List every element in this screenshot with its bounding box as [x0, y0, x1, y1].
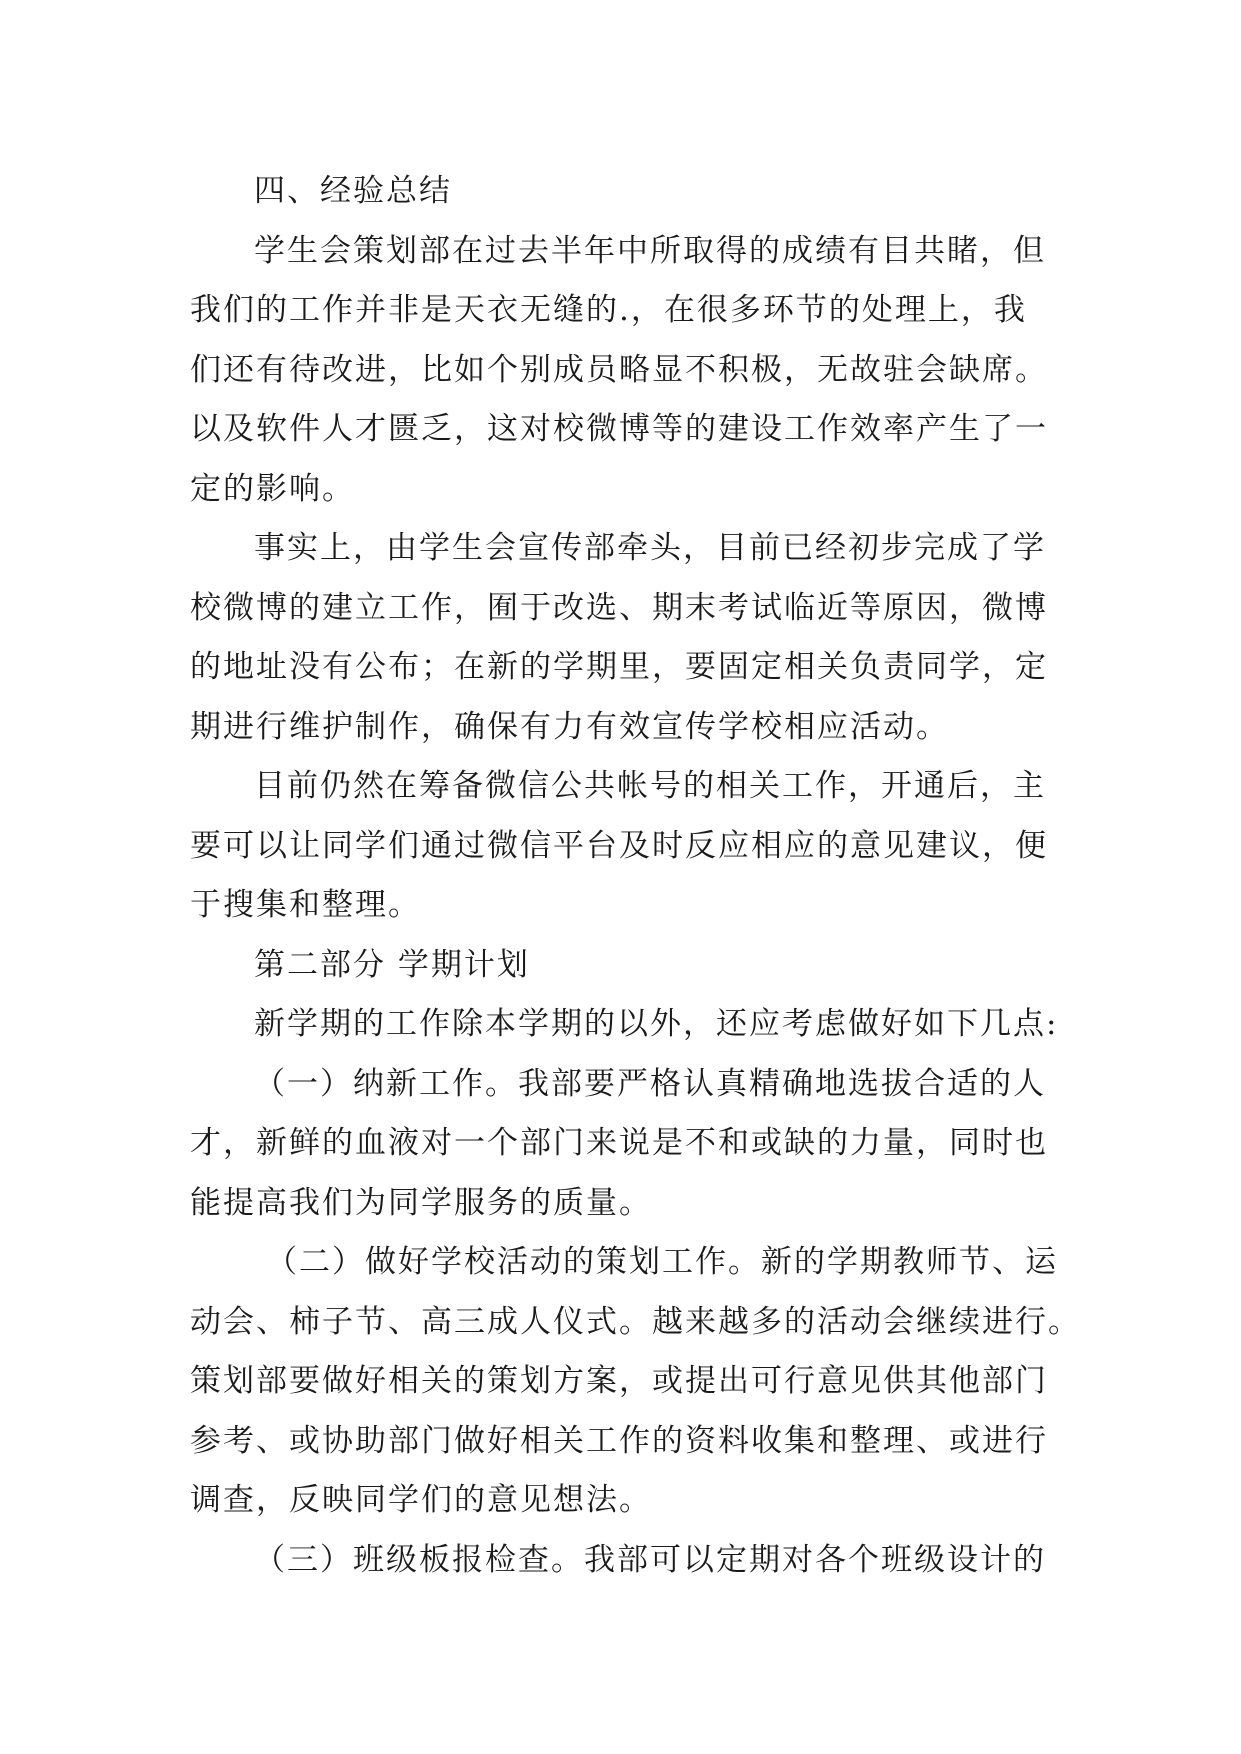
paragraph-line: 策划部要做好相关的策划方案，或提出可行意见供其他部门 [190, 1363, 1048, 1399]
paragraph-line: 我们的工作并非是天衣无缝的.，在很多环节的处理上，我 [190, 292, 1027, 328]
paragraph-line: 以及软件人才匮乏，这对校微博等的建设工作效率产生了一 [190, 411, 1048, 447]
section-heading-experience-summary: 四、经验总结 [254, 173, 452, 209]
paragraph-line: 事实上，由学生会宣传部牵头，目前已经初步完成了学 [254, 530, 1046, 566]
paragraph-line: 校微博的建立工作，囿于改选、期末考试临近等原因，微博 [190, 589, 1048, 626]
list-item-activity-planning: （二）做好学校活动的策划工作。新的学期教师节、运 [266, 1244, 1058, 1280]
list-item-blackboard-check: （三）班级板报检查。我部可以定期对各个班级设计的 [254, 1541, 1046, 1578]
paragraph-line: 期进行维护制作，确保有力有效宣传学校相应活动。 [190, 708, 949, 745]
paragraph-line: 目前仍然在筹备微信公共帐号的相关工作，开通后，主 [254, 768, 1046, 804]
paragraph-line: 能提高我们为同学服务的质量。 [190, 1184, 652, 1221]
paragraph-line: 参考、或协助部门做好相关工作的资料收集和整理、或进行 [190, 1422, 1048, 1459]
paragraph-line: 要可以让同学们通过微信平台及时反应相应的意见建议，便 [190, 827, 1048, 864]
paragraph-line: 定的影响。 [190, 470, 355, 507]
list-item-recruitment: （一）纳新工作。我部要严格认真精确地选拔合适的人 [254, 1065, 1046, 1102]
paragraph-line: 调查，反映同学们的意见想法。 [190, 1482, 652, 1518]
paragraph-line: 的地址没有公布；在新的学期里，要固定相关负责同学，定 [190, 649, 1048, 685]
paragraph-line: 学生会策划部在过去半年中所取得的成绩有目共睹，但 [254, 232, 1046, 269]
paragraph-line: 才，新鲜的血液对一个部门来说是不和或缺的力量，同时也 [190, 1125, 1048, 1161]
paragraph-line: 于搜集和整理。 [190, 887, 421, 923]
paragraph-line: 动会、柿子节、高三成人仪式。越来越多的活动会继续进行。 [190, 1303, 1081, 1340]
paragraph-line: 新学期的工作除本学期的以外，还应考虑做好如下几点: [254, 1006, 1059, 1042]
document-body [190, 162, 1081, 1590]
section-heading-semester-plan: 第二部分 学期计划 [254, 946, 530, 983]
paragraph-line: 们还有待改进，比如个别成员略显不积极，无故驻会缺席。 [190, 351, 1048, 388]
